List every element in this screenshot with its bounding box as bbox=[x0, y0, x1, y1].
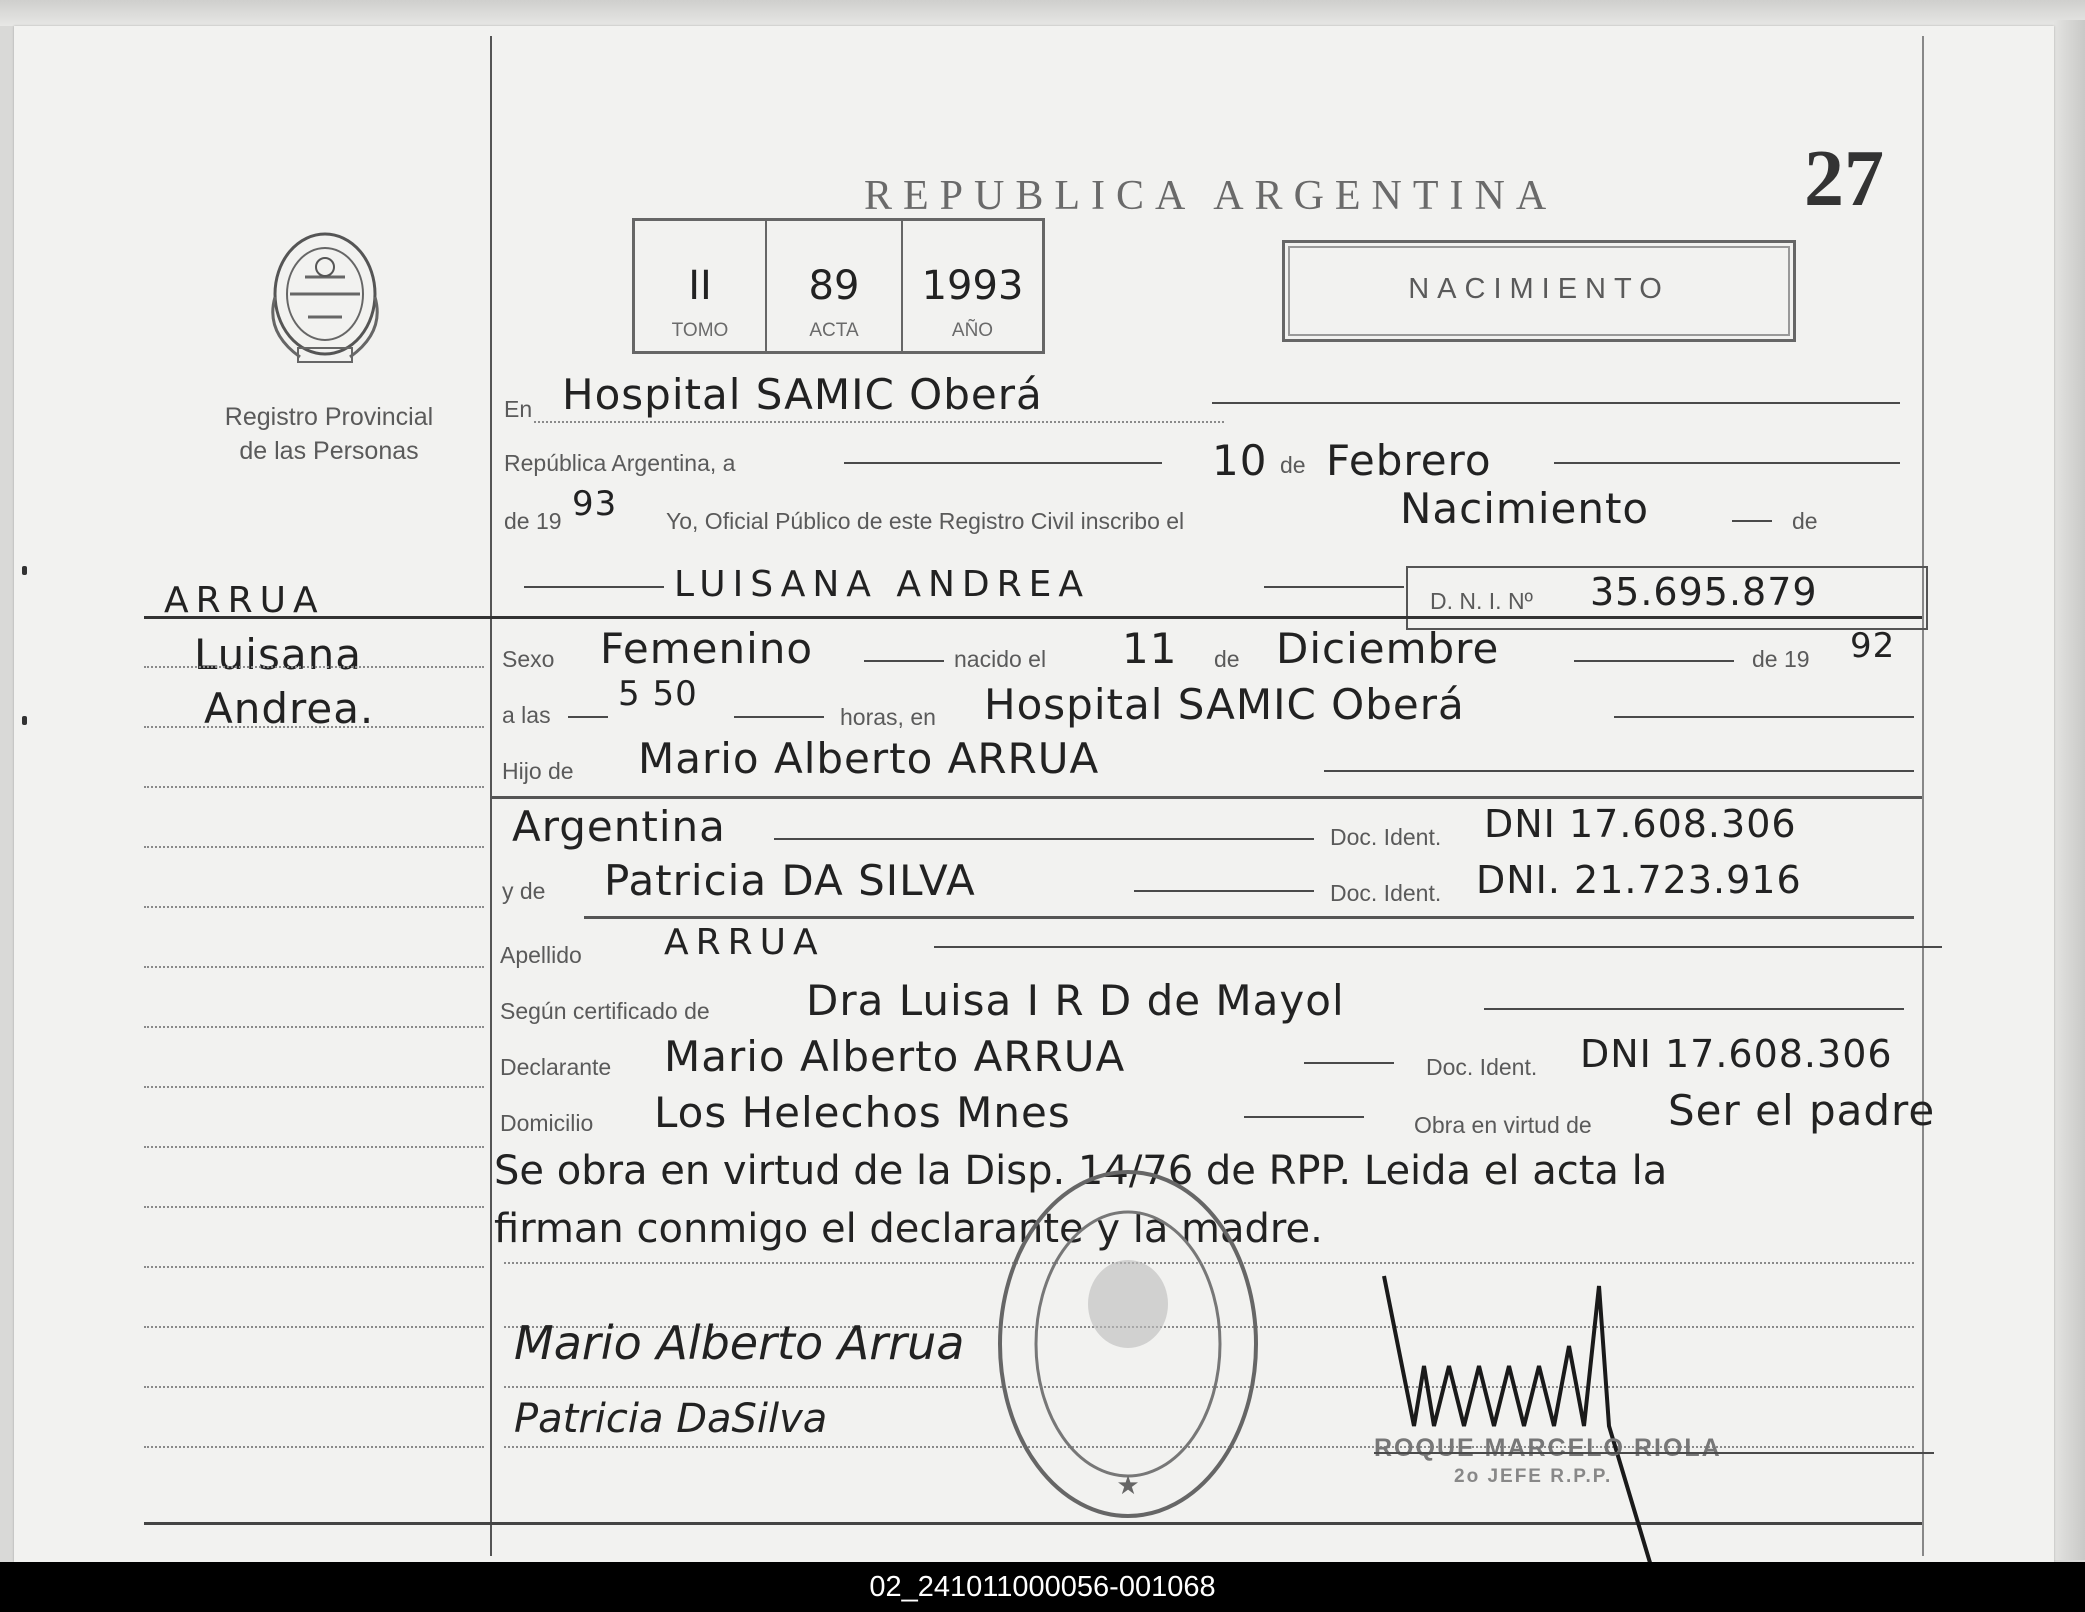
label-dni: D. N. I. Nº bbox=[1430, 588, 1533, 614]
year-value: 93 bbox=[572, 484, 618, 524]
dotted-line bbox=[144, 906, 484, 908]
father-value: Mario Alberto ARRUA bbox=[638, 734, 1100, 783]
label-de19: de 19 bbox=[504, 508, 562, 534]
fill-line bbox=[1732, 520, 1772, 522]
page-number: 27 bbox=[1804, 135, 1884, 223]
official-title: 2o JEFE R.P.P. bbox=[1454, 1466, 1613, 1487]
dotted-line bbox=[144, 846, 484, 848]
tomo-cell bbox=[635, 221, 767, 351]
official-stamp-icon bbox=[994, 1164, 1262, 1524]
label-docident: Doc. Ident. bbox=[1330, 824, 1442, 850]
fill-line bbox=[1484, 1008, 1904, 1010]
by-virtue-value: Ser el padre bbox=[1668, 1086, 1936, 1135]
ano-label: AÑO bbox=[951, 320, 994, 341]
fill-line bbox=[1324, 770, 1914, 772]
office-name bbox=[164, 400, 494, 468]
label-nacido: nacido el bbox=[954, 646, 1047, 672]
label-hijo: Hijo de bbox=[502, 758, 574, 784]
label-domicilio: Domicilio bbox=[500, 1110, 594, 1136]
signature-father: Mario Alberto Arrua bbox=[514, 1316, 965, 1370]
declarant-doc-value: DNI 17.608.306 bbox=[1580, 1032, 1893, 1076]
acta-label: ACTA bbox=[809, 320, 859, 341]
right-margin-line bbox=[1922, 36, 1924, 1556]
ano-cell bbox=[903, 221, 1042, 351]
dotted-line bbox=[144, 1326, 484, 1328]
dotted-line bbox=[144, 1266, 484, 1268]
label-segun: Según certificado de bbox=[500, 998, 710, 1024]
birth-certificate-page bbox=[14, 26, 2054, 1562]
label-docident-2: Doc. Ident. bbox=[1330, 880, 1442, 906]
act-value: Nacimiento bbox=[1400, 484, 1650, 533]
fill-line bbox=[864, 660, 944, 662]
fill-line bbox=[774, 838, 1314, 840]
fill-line bbox=[1304, 1062, 1394, 1064]
page-top-edge bbox=[0, 0, 2085, 26]
record-type: NACIMIENTO bbox=[1408, 273, 1670, 305]
fill-line bbox=[1134, 890, 1314, 892]
dni-box bbox=[1406, 566, 1928, 630]
signature-mother: Patricia DaSilva bbox=[514, 1396, 828, 1442]
birth-year-value: 92 bbox=[1850, 626, 1896, 666]
body-top-rule bbox=[490, 616, 1922, 619]
fill-line bbox=[934, 946, 1942, 948]
acta-cell bbox=[767, 221, 903, 351]
sidebar-name-rule bbox=[144, 616, 490, 619]
binding-hole bbox=[22, 566, 27, 575]
office-line-1: Registro Provincial bbox=[224, 403, 434, 431]
label-en: En bbox=[504, 396, 533, 422]
label-docident-3: Doc. Ident. bbox=[1426, 1054, 1538, 1080]
label-de-2: de bbox=[1792, 508, 1818, 534]
office-line-2: de las Personas bbox=[239, 437, 419, 465]
hour-value: 5 50 bbox=[618, 674, 698, 714]
dotted-line bbox=[144, 786, 484, 788]
page-heading: REPUBLICA ARGENTINA bbox=[864, 173, 1558, 219]
label-sexo: Sexo bbox=[502, 646, 555, 672]
month-value: Febrero bbox=[1326, 436, 1492, 485]
binding-hole bbox=[22, 716, 27, 725]
image-id-footer: 02_241011000056-001068 bbox=[0, 1562, 2085, 1612]
sidebar-given-1: Luisana bbox=[194, 630, 362, 679]
dotted-line bbox=[144, 1386, 484, 1388]
note-line-1: Se obra en virtud de la Disp. 14/76 de RPP. Leida el acta la bbox=[494, 1148, 1668, 1194]
fill-line bbox=[1614, 716, 1914, 718]
surname-value: ARRUA bbox=[664, 922, 825, 963]
fill-line bbox=[734, 716, 824, 718]
dotted-line bbox=[144, 1206, 484, 1208]
note-line-2: firman conmigo el declarante y la madre. bbox=[494, 1206, 1323, 1252]
fill-line bbox=[1244, 1116, 1364, 1118]
fill-line bbox=[1212, 402, 1900, 404]
dotted-line bbox=[144, 966, 484, 968]
birth-place-value: Hospital SAMIC Oberá bbox=[984, 680, 1465, 729]
dotted-line bbox=[144, 1086, 484, 1088]
acta-value: 89 bbox=[808, 263, 860, 309]
dotted-line bbox=[144, 666, 484, 668]
fill-line bbox=[844, 462, 1162, 464]
rule bbox=[490, 796, 1922, 799]
fill-line bbox=[568, 716, 608, 718]
fill-line bbox=[1574, 660, 1734, 662]
label-horas: horas, en bbox=[840, 704, 936, 730]
mother-value: Patricia DA SILVA bbox=[604, 856, 976, 905]
tomo-label: TOMO bbox=[671, 320, 729, 341]
label-apellido: Apellido bbox=[500, 942, 582, 968]
mother-doc-value: DNI. 21.723.916 bbox=[1476, 858, 1802, 902]
birth-month-value: Diciembre bbox=[1276, 624, 1500, 673]
signature-line bbox=[1374, 1452, 1934, 1454]
father-doc-value: DNI 17.608.306 bbox=[1484, 802, 1797, 846]
declarant-value: Mario Alberto ARRUA bbox=[664, 1032, 1126, 1081]
father-nationality-value: Argentina bbox=[512, 802, 726, 851]
label-de-3: de bbox=[1214, 646, 1240, 672]
child-name-value: LUISANA ANDREA bbox=[674, 564, 1091, 605]
label-de: de bbox=[1280, 452, 1306, 478]
day-value: 10 bbox=[1212, 436, 1268, 485]
registry-box bbox=[632, 218, 1045, 354]
place-value: Hospital SAMIC Oberá bbox=[562, 370, 1043, 419]
label-yo: Yo, Oficial Público de este Registro Civil inscribo el bbox=[666, 508, 1185, 534]
dni-value: 35.695.879 bbox=[1590, 570, 1818, 614]
ano-value: 1993 bbox=[921, 263, 1024, 309]
label-alas: a las bbox=[502, 702, 551, 728]
birth-day-value: 11 bbox=[1122, 624, 1178, 673]
book-right-edge bbox=[2054, 20, 2085, 1560]
dotted-line bbox=[144, 1446, 484, 1448]
dotted-line bbox=[144, 726, 484, 728]
sex-value: Femenino bbox=[600, 624, 814, 673]
label-de19b: de 19 bbox=[1752, 646, 1810, 672]
certificate-value: Dra Luisa I R D de Mayol bbox=[806, 976, 1345, 1025]
fill-line bbox=[1264, 586, 1404, 588]
svg-text:★: ★ bbox=[1116, 1471, 1140, 1501]
tomo-value: II bbox=[688, 263, 712, 309]
official-signature-icon bbox=[1354, 1256, 1684, 1576]
sidebar-given-2: Andrea. bbox=[204, 684, 375, 733]
sidebar-surname: ARRUA bbox=[164, 580, 325, 621]
address-value: Los Helechos Mnes bbox=[654, 1088, 1071, 1137]
rule bbox=[584, 916, 1914, 919]
dotted-line bbox=[144, 1146, 484, 1148]
label-obra: Obra en virtud de bbox=[1414, 1112, 1592, 1138]
fill-line bbox=[524, 586, 664, 588]
dotted-line bbox=[534, 421, 1224, 423]
label-republica: República Argentina, a bbox=[504, 450, 736, 476]
official-name: ROQUE MARCELO RIOLA bbox=[1374, 1434, 1722, 1462]
dotted-line bbox=[144, 1026, 484, 1028]
fill-line bbox=[1554, 462, 1900, 464]
provincial-seal-icon bbox=[260, 222, 390, 372]
record-type-box bbox=[1282, 240, 1796, 342]
label-declarante: Declarante bbox=[500, 1054, 612, 1080]
label-yde: y de bbox=[502, 878, 546, 904]
